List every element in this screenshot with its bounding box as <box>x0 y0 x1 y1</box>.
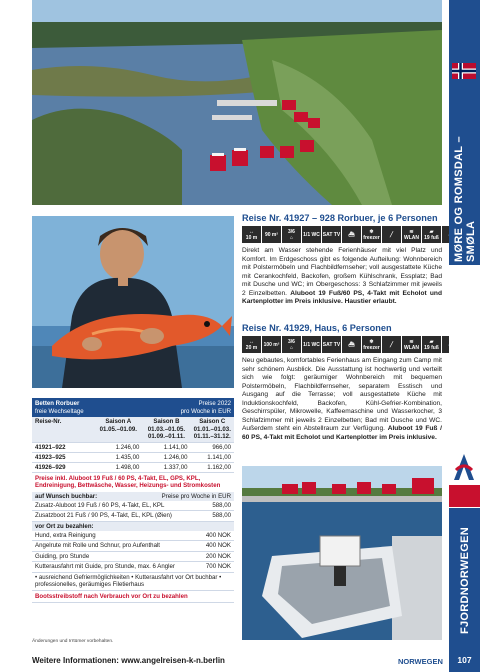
freezer-icon: ❄ freezer <box>362 336 381 353</box>
wifi-icon: ≋ WLAN <box>402 336 421 353</box>
features-line: • ausreichend Gefriermöglichkeiten • Kutterausfahrt vor Ort buchbar • professionelles, geräumiges Filetierhaus <box>32 573 234 591</box>
page-number: 107 <box>457 655 472 665</box>
rod-icon: ╱ <box>382 226 401 243</box>
sidebar-top-band <box>449 0 480 265</box>
local-item: Kutterausfahrt mit Guide, pro Stunde, max. 6 Angler 700 NOK <box>32 562 234 573</box>
bed-icon: 3/6 ⌂ <box>282 336 301 353</box>
local-item: Angelrute mit Rolle und Schnur, pro Aufenthalt 400 NOK <box>32 541 234 552</box>
boat-icon: ⛴ <box>342 336 361 353</box>
price-table-header: Betten Rorbuer freie Wechseltage Preise 2022 pro Woche in EUR <box>32 398 234 417</box>
wifi-icon: ≋ WLAN <box>402 226 421 243</box>
offer1-title: Reise Nr. 41927 – 928 Rorbuer, je 6 Personen <box>242 213 438 223</box>
bath-icon: 1/1 WC <box>302 336 321 353</box>
extras-header: auf Wunsch buchbar: Preise pro Woche in EUR <box>32 492 234 501</box>
bath-icon: 1/1 WC <box>302 226 321 243</box>
sidebar-bottom-band <box>449 508 480 672</box>
brand-logo-icon <box>452 452 476 482</box>
sidebar <box>449 0 480 672</box>
tv-icon: SAT TV <box>322 336 341 353</box>
fuel-note: Bootsstreibstoff nach Verbrauch vor Ort zu bezahlen <box>32 591 234 604</box>
price-table <box>32 398 234 603</box>
local-item: Guiding, pro Stunde 200 NOK <box>32 552 234 563</box>
distance-icon: ↔ 20 m <box>242 336 261 353</box>
aerial-photo <box>32 0 442 205</box>
region-label-top: MØRE OG ROMSDAL – SMØLA <box>453 136 477 262</box>
included-note: Preise inkl. Aluboot 19 Fuß / 60 PS, 4-Takt, EL, GPS, KPL, Endreinigung, Bettwäsche, Wasser, Heizungs- und Stromkosten <box>35 474 221 489</box>
local-costs-header: vor Ort zu bezahlen: <box>32 522 234 531</box>
table-row: 41923–925 1.435,00 1.246,00 1.141,00 <box>32 453 234 463</box>
bed-icon: 3/6 ⌂ <box>282 226 301 243</box>
offer2-description: Neu gebautes, komfortables Ferienhaus am Eingang zum Camp mit sehr schönem Ausblick. Die Ausstattung ist hochwertig und verteilt sich wie folgt: geräumiger Wohnbereich mit bequemen Polstermöbeln, Flachbildfernseher, separatem Esstisch und Ausgang auf die Terrasse; voll ausgestattete Küche mit Induktionskochfeld, Backofen, Kühl-Gefrier-Kombination, Geschirrspüler, Mikrowelle, Kaffeemaschine und Wasserkocher, 3 Schlafzimmer mit jeweils 2 Einzelbetten; Bad mit Dusche und WC. Außerdem steht ein Abstellraum zur Verfügung. Aluboot 19 Fuß / 60 PS, 4-Takt mit Echolot und Kartenplotter im Preis inklusive. <box>242 357 442 441</box>
offer1-description: Direkt am Wasser stehende Ferienhäuser mit viel Platz und Komfort. Im Erdgeschoss gibt es folgende Aufteilung: Wohnbereich mit Polstermöbeln und Flachbildfernseher; voll ausgestattete Küche mit Cerankochfeld, Backofen, großem Kühlschrank, Essplatz; Bad mit Dusche und WC; im Obergeschoss: 3 Schlafzimmer mit jeweils 2 Einzelbetten. Aluboot 19 Fuß/60 PS, 4-Takt mit Echolot und Kartenplotter im Preis inklusive. Haustier erlaubt. <box>242 247 442 305</box>
boat-photo <box>242 466 442 640</box>
freezer-icon: ❄ freezer <box>362 226 381 243</box>
extra-item: Zusatzboot 21 Fuß / 90 PS, 4-Takt, EL, KPL (Øien) 588,00 <box>32 511 234 522</box>
extra-item: Zusatz-Aluboot 19 Fuß / 60 PS, 4-Takt, EL, KPL 588,00 <box>32 501 234 512</box>
area-icon: 90 m² <box>262 226 281 243</box>
boat-icon: ⛴ <box>342 226 361 243</box>
table-row: 41926–929 1.498,00 1.337,00 1.162,00 <box>32 463 234 473</box>
region-label-bottom: FJORDNORWEGEN <box>459 527 471 634</box>
sidebar-red-stripe <box>449 485 480 507</box>
engine-icon: ▰ 19 fuß <box>422 226 441 243</box>
local-item: Hund, extra Reinigung 400 NOK <box>32 531 234 542</box>
distance-icon: ↔ 10 m <box>242 226 261 243</box>
tv-icon: SAT TV <box>322 226 341 243</box>
rod-icon: ╱ <box>382 336 401 353</box>
offer2-title: Reise Nr. 41929, Haus, 6 Personen <box>242 323 392 333</box>
norway-flag-icon <box>452 63 476 79</box>
footer-info: Weitere Informationen: www.angelreisen-k-n.berlin <box>32 656 225 665</box>
engine-icon: ▰ 19 fuß <box>422 336 441 353</box>
area-icon: 100 m² <box>262 336 281 353</box>
angler-photo <box>32 216 234 388</box>
table-row: 41921–922 1.246,00 1.141,00 966,00 <box>32 443 234 453</box>
offer2-icons <box>242 336 461 353</box>
disclaimer: Änderungen und Irrtümer vorbehalten. <box>32 639 114 644</box>
offer1-icons <box>242 226 461 243</box>
footer-country: NORWEGEN <box>398 657 443 666</box>
price-column-headers: Reise-Nr. Saison A 01.05.–01.09. Saison B 01.03.–01.05. 01.09.–01.11. Saison C 01.01.–01.03. 01.11.–31.12. <box>32 417 234 443</box>
